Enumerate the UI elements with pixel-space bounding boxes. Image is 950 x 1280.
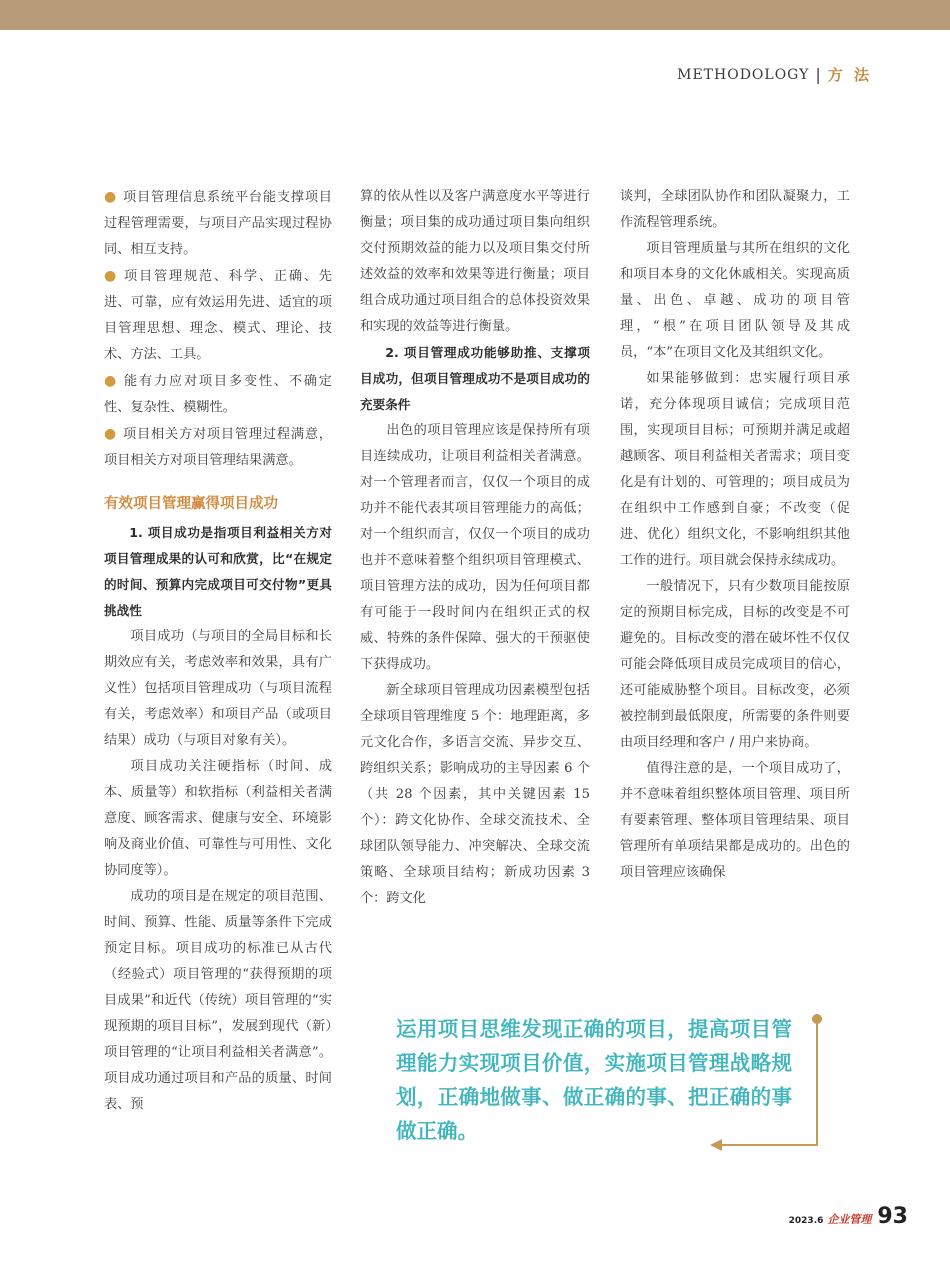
magazine-name: 企业管理 [827, 1213, 872, 1226]
header-divider: | [815, 65, 822, 84]
bullet-dot-icon: ● [104, 189, 118, 205]
header-section: 方 法 [827, 66, 872, 84]
bullet-item: ● 能有力应对项目多变性、不确定性、复杂性、模糊性。 [104, 373, 332, 415]
bullet-dot-icon: ● [104, 373, 119, 389]
paragraph: 值得注意的是，一个项目成功了，并不意味着组织整体项目管理、项目所有要素管理、整体项目管理结果、项目管理所有单项结果都是成功的。出色的项目管理应该确保 [620, 761, 850, 880]
running-header [677, 64, 872, 85]
pull-quote: 运用项目思维发现正确的项目，提高项目管理能力实现项目价值，实施项目管理战略规划，正确地做事、做正确的事、把正确的事做正确。 [396, 1017, 792, 1143]
top-color-bar [0, 0, 950, 30]
paragraph: 项目管理质量与其所在组织的文化和项目本身的文化休戚相关。实现高质量、出色、卓越、成功的项目管理，“根”在项目团队领导及其成员，“本”在项目文化及其组织文化。 [620, 241, 850, 360]
page-footer [789, 1204, 908, 1229]
issue-date: 2023.6 [788, 1216, 824, 1226]
header-brand: METHODOLOGY [677, 66, 810, 83]
bullet-dot-icon: ● [104, 268, 119, 284]
paragraph: 项目成功（与项目的全局目标和长期效应有关，考虑效率和效果，具有广义性）包括项目管理成功（与项目流程有关，考虑效率）和项目产品（或项目结果）成功（与项目对象有关）。 [104, 629, 332, 748]
column-3 [620, 184, 850, 886]
bullet-item: ● 项目管理规范、科学、正确、先进、可靠，应有效运用先进、适宜的项目管理思想、理念、模式、理论、技术、方法、工具。 [104, 268, 332, 362]
paragraph: 成功的项目是在规定的项目范围、时间、预算、性能、质量等条件下完成预定目标。项目成功的标准已从古代（经验式）项目管理的“获得预期的项目成果”和近代（传统）项目管理的“实现预期的项目目标”，发展到现代（新）项目管理的“让项目利益相关者满意”。项目成功通过项目和产品的质量、时间表、预 [104, 889, 332, 1112]
pull-quote-rule [816, 1020, 818, 1146]
paragraph-continued: 谈判，全球团队协作和团队凝聚力，工作流程管理系统。 [620, 189, 850, 230]
paragraph-continued: 算的依从性以及客户满意度水平等进行衡量；项目集的成功通过项目集向组织交付预期效益的能力以及项目集交付所述效益的效率和效果等进行衡量；项目组合成功通过项目组合的总体投资效果和实现的效益等进行衡量。 [360, 189, 590, 334]
arrow-left-icon [710, 1139, 722, 1151]
paragraph: 如果能够做到：忠实履行项目承诺，充分体现项目诚信；完成项目范围，实现项目目标；可预期并满足或超越顾客、项目利益相关者需求；项目变化是有计划的、可管理的；项目成员为在组织中工作感到自豪；不改变（促进、优化）组织文化，不影响组织其他工作的进行。项目就会保持永续成功。 [620, 371, 850, 568]
paragraph: 新全球项目管理成功因素模型包括全球项目管理维度 5 个：地理距离，多元文化合作，多语言交流、异步交互、跨组织关系；影响成功的主导因素 6 个（共 28 个因素，其中关键因素 15 个）：跨文化协作、全球交流技术、全球团队领导能力、冲突解决、全球交流策略、全球项目结构；新成功因素 3 个：跨文化 [360, 683, 590, 906]
column-2 [360, 184, 590, 912]
paragraph: 出色的项目管理应该是保持所有项目连续成功，让项目利益相关者满意。对一个管理者而言，仅仅一个项目的成功并不能代表其项目管理能力的高低；对一个组织而言，仅仅一个项目的成功也并不意味着整个组织项目管理模式、项目管理方法的成功，因为任何项目都有可能于一段时间内在组织正式的权威、特殊的条件保障、强大的干预驱使下获得成功。 [360, 423, 590, 672]
bullet-dot-icon: ● [104, 426, 118, 442]
paragraph: 项目成功关注硬指标（时间、成本、质量等）和软指标（利益相关者满意度、顾客需求、健康与安全、环境影响及商业价值、可靠性与可用性、文化协同度等）。 [104, 759, 332, 878]
bullet-item: ● 项目管理信息系统平台能支撑项目过程管理需要，与项目产品实现过程协同、相互支持。 [104, 189, 332, 257]
paragraph: 一般情况下，只有少数项目能按原定的预期目标完成，目标的改变是不可避免的。目标改变的潜在破坏性不仅仅可能会降低项目成员完成项目的信心，还可能威胁整个项目。目标改变，必须被控制到最低限度，所需要的条件则要由项目经理和客户 / 用户来协商。 [620, 579, 850, 750]
pull-quote-arrow-line [720, 1144, 818, 1146]
bullet-item: ● 项目相关方对项目管理过程满意，项目相关方对项目管理结果满意。 [104, 426, 332, 468]
subheading-2: 2. 项目管理成功能够助推、支撑项目成功，但项目管理成功不是项目成功的充要条件 [360, 345, 590, 412]
page-number: 93 [877, 1204, 908, 1229]
column-1 [104, 184, 332, 1118]
section-heading: 有效项目管理赢得项目成功 [104, 496, 278, 512]
subheading-1: 1. 项目成功是指项目利益相关方对项目管理成果的认可和欣赏，比“在规定的时间、预算内完成项目可交付物”更具挑战性 [104, 525, 332, 618]
